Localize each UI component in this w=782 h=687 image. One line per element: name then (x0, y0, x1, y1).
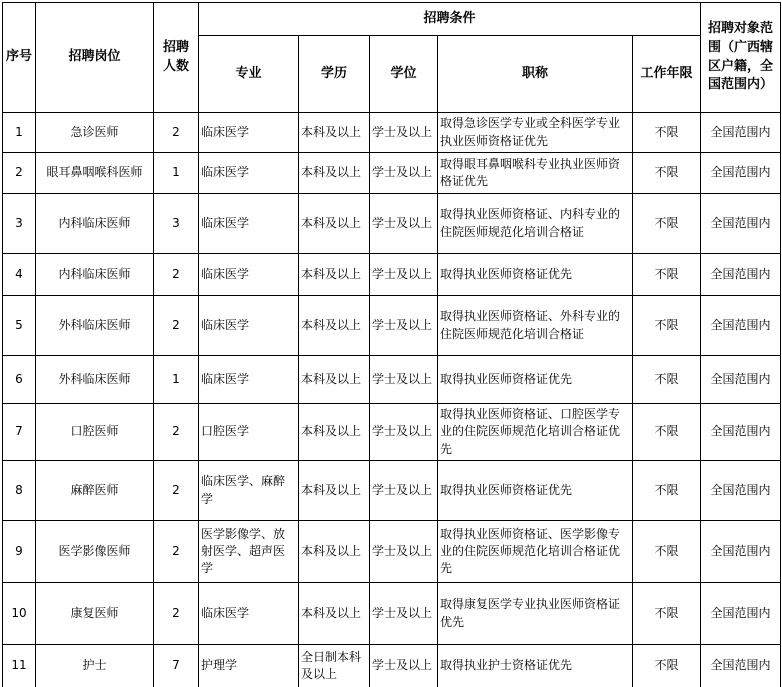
cell-major: 医学影像学、放射医学、超声医学 (199, 521, 299, 583)
header-seq: 序号 (3, 3, 36, 113)
cell-years: 不限 (633, 296, 701, 356)
cell-degree: 学士及以上 (370, 296, 438, 356)
cell-education: 本科及以上 (299, 113, 370, 153)
cell-scope: 全国范围内 (701, 194, 781, 254)
cell-education: 本科及以上 (299, 404, 370, 461)
cell-degree: 学士及以上 (370, 583, 438, 645)
cell-major: 临床医学 (199, 296, 299, 356)
header-education: 学历 (299, 36, 370, 113)
cell-education: 本科及以上 (299, 153, 370, 194)
cell-title: 取得执业医师资格证优先 (438, 356, 633, 404)
table-row (3, 296, 781, 356)
cell-seq: 5 (3, 296, 36, 356)
cell-degree: 学士及以上 (370, 461, 438, 521)
cell-position: 外科临床医师 (36, 356, 154, 404)
cell-title: 取得执业医师资格证、口腔医学专业的住院医师规范化培训合格证优先 (438, 404, 633, 461)
cell-seq: 6 (3, 356, 36, 404)
header-position: 招聘岗位 (36, 3, 154, 113)
cell-seq: 2 (3, 153, 36, 194)
cell-position: 内科临床医师 (36, 254, 154, 296)
cell-major: 临床医学 (199, 254, 299, 296)
cell-seq: 10 (3, 583, 36, 645)
cell-degree: 学士及以上 (370, 254, 438, 296)
cell-count: 2 (154, 254, 199, 296)
cell-years: 不限 (633, 356, 701, 404)
table-row (3, 645, 781, 687)
cell-count: 2 (154, 461, 199, 521)
cell-position: 眼耳鼻咽喉科医师 (36, 153, 154, 194)
cell-degree: 学士及以上 (370, 153, 438, 194)
cell-position: 康复医师 (36, 583, 154, 645)
cell-position: 急诊医师 (36, 113, 154, 153)
header-count: 招聘人数 (154, 3, 199, 113)
cell-scope: 全国范围内 (701, 645, 781, 687)
cell-years: 不限 (633, 404, 701, 461)
cell-degree: 学士及以上 (370, 356, 438, 404)
cell-title: 取得执业医师资格证、内科专业的住院医师规范化培训合格证 (438, 194, 633, 254)
cell-position: 护士 (36, 645, 154, 687)
cell-years: 不限 (633, 153, 701, 194)
table-row (3, 404, 781, 461)
recruitment-table (2, 2, 781, 687)
cell-years: 不限 (633, 645, 701, 687)
cell-seq: 8 (3, 461, 36, 521)
cell-years: 不限 (633, 254, 701, 296)
table-row (3, 461, 781, 521)
cell-scope: 全国范围内 (701, 254, 781, 296)
cell-degree: 学士及以上 (370, 113, 438, 153)
table-row (3, 356, 781, 404)
cell-education: 本科及以上 (299, 461, 370, 521)
cell-years: 不限 (633, 583, 701, 645)
cell-position: 医学影像医师 (36, 521, 154, 583)
cell-seq: 9 (3, 521, 36, 583)
table-row (3, 194, 781, 254)
table-row (3, 153, 781, 194)
cell-scope: 全国范围内 (701, 153, 781, 194)
header-years: 工作年限 (633, 36, 701, 113)
cell-education: 本科及以上 (299, 583, 370, 645)
header-title: 职称 (438, 36, 633, 113)
cell-scope: 全国范围内 (701, 521, 781, 583)
cell-title: 取得执业医师资格证优先 (438, 461, 633, 521)
cell-education: 全日制本科及以上 (299, 645, 370, 687)
header-row-top (3, 3, 781, 36)
cell-seq: 1 (3, 113, 36, 153)
cell-major: 临床医学 (199, 153, 299, 194)
header-degree: 学位 (370, 36, 438, 113)
cell-seq: 4 (3, 254, 36, 296)
header-conditions-group: 招聘条件 (199, 3, 701, 36)
cell-seq: 11 (3, 645, 36, 687)
cell-degree: 学士及以上 (370, 404, 438, 461)
cell-count: 2 (154, 404, 199, 461)
cell-title: 取得急诊医学专业或全科医学专业执业医师资格证优先 (438, 113, 633, 153)
cell-major: 口腔医学 (199, 404, 299, 461)
cell-title: 取得眼耳鼻咽喉科专业执业医师资格证优先 (438, 153, 633, 194)
table-row (3, 254, 781, 296)
cell-major: 临床医学 (199, 583, 299, 645)
table-header (3, 3, 781, 113)
cell-years: 不限 (633, 194, 701, 254)
cell-seq: 3 (3, 194, 36, 254)
cell-major: 临床医学、麻醉学 (199, 461, 299, 521)
cell-scope: 全国范围内 (701, 356, 781, 404)
cell-years: 不限 (633, 521, 701, 583)
cell-position: 麻醉医师 (36, 461, 154, 521)
cell-scope: 全国范围内 (701, 404, 781, 461)
cell-degree: 学士及以上 (370, 645, 438, 687)
cell-count: 2 (154, 113, 199, 153)
cell-scope: 全国范围内 (701, 583, 781, 645)
cell-scope: 全国范围内 (701, 113, 781, 153)
cell-years: 不限 (633, 113, 701, 153)
cell-title: 取得执业医师资格证、医学影像专业的住院医师规范化培训合格证优先 (438, 521, 633, 583)
cell-count: 2 (154, 583, 199, 645)
cell-position: 内科临床医师 (36, 194, 154, 254)
cell-title: 取得执业医师资格证、外科专业的住院医师规范化培训合格证 (438, 296, 633, 356)
cell-education: 本科及以上 (299, 296, 370, 356)
cell-count: 3 (154, 194, 199, 254)
cell-degree: 学士及以上 (370, 194, 438, 254)
cell-years: 不限 (633, 461, 701, 521)
table-row (3, 113, 781, 153)
cell-count: 7 (154, 645, 199, 687)
cell-title: 取得执业医师资格证优先 (438, 254, 633, 296)
cell-education: 本科及以上 (299, 254, 370, 296)
cell-major: 临床医学 (199, 113, 299, 153)
cell-title: 取得执业护士资格证优先 (438, 645, 633, 687)
table-body (3, 113, 781, 687)
cell-education: 本科及以上 (299, 194, 370, 254)
cell-position: 口腔医师 (36, 404, 154, 461)
cell-count: 1 (154, 153, 199, 194)
cell-count: 2 (154, 521, 199, 583)
cell-seq: 7 (3, 404, 36, 461)
cell-position: 外科临床医师 (36, 296, 154, 356)
cell-count: 1 (154, 356, 199, 404)
table-row (3, 583, 781, 645)
table-row (3, 521, 781, 583)
cell-title: 取得康复医学专业执业医师资格证优先 (438, 583, 633, 645)
cell-major: 护理学 (199, 645, 299, 687)
cell-education: 本科及以上 (299, 521, 370, 583)
cell-degree: 学士及以上 (370, 521, 438, 583)
header-major: 专业 (199, 36, 299, 113)
cell-major: 临床医学 (199, 356, 299, 404)
cell-scope: 全国范围内 (701, 461, 781, 521)
cell-major: 临床医学 (199, 194, 299, 254)
cell-scope: 全国范围内 (701, 296, 781, 356)
cell-education: 本科及以上 (299, 356, 370, 404)
cell-count: 2 (154, 296, 199, 356)
header-scope: 招聘对象范围（广西辖区户籍，全国范围内） (701, 3, 781, 113)
